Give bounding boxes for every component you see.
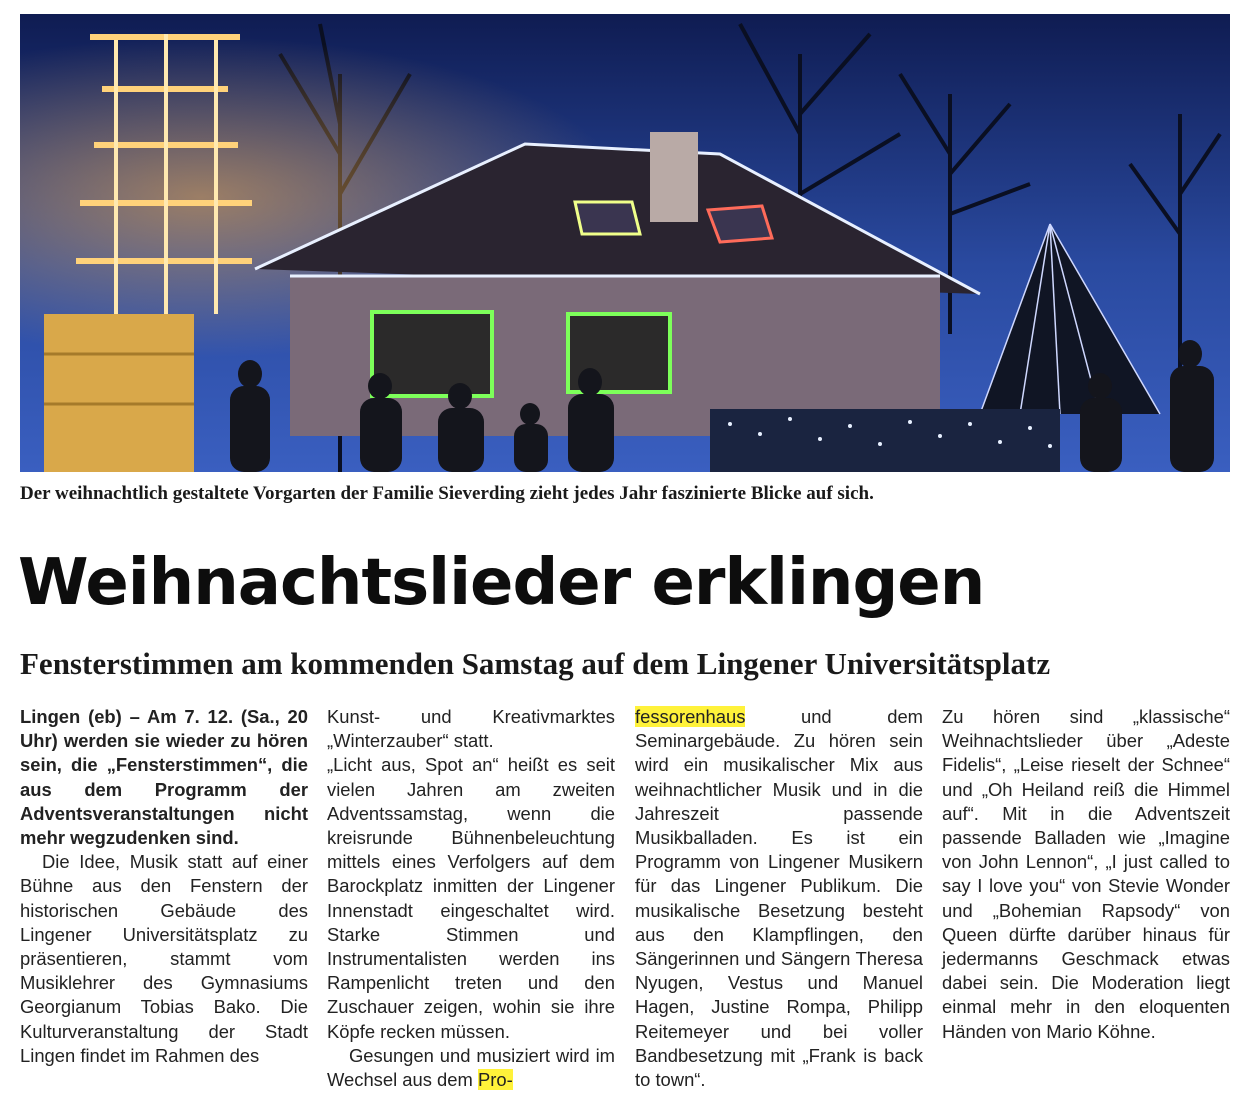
photo-caption: Der weihnachtlich gestaltete Vorgarten der Familie Sieverding zieht jedes Jahr faszinierte Blicke auf sich. (20, 483, 874, 504)
lead-paragraph: Lingen (eb) – Am 7. 12. (Sa., 20 Uhr) werden sie wieder zu hören sein, die „Fensterstimmen“, die aus dem Programm der Adventsveranstaltungen nicht mehr wegzudenken sind. (20, 706, 308, 849)
text-column-2 (327, 705, 615, 1092)
article-photo (20, 14, 1230, 472)
body-paragraph (635, 705, 923, 1092)
body-paragraph (327, 1044, 615, 1092)
body-paragraph: „Licht aus, Spot an“ heißt es seit vielen Jahren am zweiten Adventssamstag, wenn die kreisrunde Bühnenbeleuchtung mittels eines Verfolgers auf dem Barockplatz inmitten der Lingener Innenstadt eingeschaltet wird. Starke Stimmen und Instrumentalisten werden ins Rampenlicht treten und den Zuschauer zeigen, wohin sie ihre Köpfe recken müssen. (327, 754, 615, 1042)
paragraph-text: Gesungen und musiziert wird im Wechsel aus dem (327, 1044, 615, 1091)
highlighted-text: Pro- (477, 1069, 513, 1091)
paragraph-text: und dem Seminargebäude. Zu hören sein wird ein musikalischer Mix aus weihnachtlicher Musik und in die Jahreszeit passende Musikballaden. Es ist ein Programm von Lingener Musikern für das Lingener Publikum. Die musikalische Besetzung besteht aus den Klampflingen, den Sängerinnen und Sängern Theresa Nyugen, Vestus und Manuel Hagen, Justine Rompa, Philipp Reitemeyer und bei voller Bandbesetzung mit „Frank is back to town“. (635, 706, 923, 1091)
body-paragraph: Die Idee, Musik statt auf einer Bühne aus den Fenstern der historischen Gebäude des Lingener Universitätsplatz zu präsentieren, stammt vom Musiklehrer des Gymnasiums Georgianum Tobias Bako. Die Kulturveranstaltung der Stadt Lingen findet im Rahmen des (20, 851, 308, 1066)
text-column-4 (942, 705, 1230, 1044)
text-column-1 (20, 705, 308, 1068)
text-column-3 (635, 705, 923, 1092)
article-subheadline: Fensterstimmen am kommenden Samstag auf dem Lingener Universitätsplatz (20, 646, 1051, 681)
house-christmas-lights-image (20, 14, 1230, 472)
highlighted-text: fessorenhaus (635, 706, 746, 727)
article-headline: Weihnachtslieder erklingen (18, 546, 985, 620)
body-paragraph: Zu hören sind „klassische“ Weihnachtslieder über „Adeste Fidelis“, „Leise rieselt der Schnee“ und „Oh Heiland reiß die Himmel auf“. Mit in die Adventszeit passende Balladen wie „Imagine von John Lennon“, „I just called to say I love you“ von Stevie Wonder und „Bohemian Rapsody“ von Queen dürfte darüber hinaus für jedermanns Geschmack etwas dabei sein. Die Moderation liegt einmal mehr in den eloquenten Händen von Mario Köhne. (942, 706, 1230, 1042)
body-paragraph: Kunst- und Kreativmarktes „Winterzauber“ statt. (327, 706, 615, 752)
